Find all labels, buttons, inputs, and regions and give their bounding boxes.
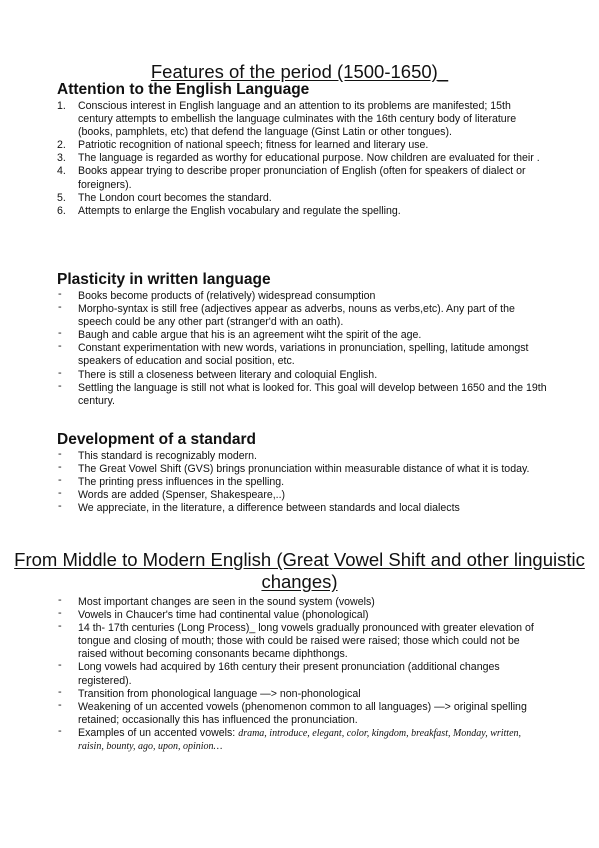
list-item-text: Most important changes are seen in the sound system (vowels) [78,596,375,608]
list-item [57,596,547,609]
list-item [57,205,547,218]
list-dash: - [58,487,62,500]
list-item-text: Vowels in Chaucer's time had continental value (phonological) [78,609,369,622]
list-item [57,450,547,463]
list-dash: - [58,500,62,513]
list-item [57,290,547,303]
list-item-text: Constant experimentation with new words, variations in pronunciation, spelling, latitude amongst speakers of education and social position, etc. [78,342,529,368]
plasticity-list [57,290,547,408]
list-item [57,366,547,382]
list-number: 5. [57,191,66,204]
list-number: 2. [57,139,66,152]
list-number: 4. [57,165,66,178]
list-item [57,661,547,687]
list-item-text: Books appear trying to describe proper pronunciation of English (often for speakers of dialect or foreigners). [78,165,526,191]
list-dash: - [58,379,62,392]
list-item-text: The London court becomes the standard. [78,191,272,204]
list-item [57,489,547,502]
list-dash: - [58,366,62,379]
section-heading-middle-to-modern: From Middle to Modern English (Great Vowel Shift and other linguistic changes) [14,549,585,592]
list-dash: - [58,594,62,606]
list-item-text: There is still a closeness between literary and coloquial English. [78,368,378,381]
list-dash: - [58,724,62,737]
list-dash: - [58,327,62,340]
list-item-text: Weakening of un accented vowels (phenomenon common to all languages) —> original spelling retained; occasionally this has influenced the pronunciation. [78,700,527,726]
attention-list [57,100,547,218]
list-item-text: The Great Vowel Shift (GVS) brings pronunciation within measurable distance of what it is today. [78,463,530,476]
list-dash: - [58,620,62,633]
list-item-text: Books become products of (relatively) widespread consumption [78,290,376,302]
examples-label: Examples of un accented vowels: [78,726,236,739]
list-item [57,379,547,408]
list-dash: - [58,288,62,300]
section-heading-attention: Attention to the English Language [57,81,310,98]
list-item-text: Words are added (Spenser, Shakespeare,..) [78,489,286,502]
middle-to-modern-list [57,596,547,753]
list-item [57,165,547,191]
list-item-text: 14 th- 17th centuries (Long Process)_ long vowels gradually pronounced with greater elevation of tongue and closing of mouth; those with could be raised were raised; those which could not be raised without becoming consonants became diphthongs. [78,622,534,661]
list-dash: - [58,685,62,698]
list-item-text: Attempts to enlarge the English vocabulary and regulate the spelling. [78,204,401,217]
list-item [57,476,547,489]
list-item-text: We appreciate, in the literature, a difference between standards and local dialects [78,502,460,515]
list-item [57,152,547,165]
list-item [57,463,547,476]
list-dash: - [58,659,62,672]
section-heading-standard: Development of a standard [57,431,256,448]
list-item [57,329,547,342]
list-item [57,502,547,515]
list-item-text: The printing press influences in the spelling. [78,476,285,489]
list-item-text: Settling the language is still not what is looked for. This goal will develop between 1650 and the 19th century. [78,381,547,407]
page-title: Features of the period (1500-1650)_ [150,61,449,82]
standard-list [57,450,547,515]
list-item-text: Patriotic recognition of national speech; fitness for learned and literary use. [78,139,429,152]
section-heading-plasticity: Plasticity in written language [57,271,271,288]
list-item [57,139,547,152]
list-number: 1. [57,100,66,112]
list-item [57,622,547,661]
list-item-examples [57,724,547,753]
list-dash: - [58,340,62,353]
list-item [57,342,547,368]
list-item-text: This standard is recognizably modern. [78,450,258,462]
list-dash: - [58,448,62,460]
list-item [57,192,547,205]
list-number: 6. [57,204,66,217]
list-item-text: Transition from phonological language —> non-phonological [78,687,361,700]
list-item [57,303,547,329]
list-dash: - [58,607,62,620]
list-item [57,100,547,139]
list-item-text: Baugh and cable argue that his is an agreement wiht the spirit of the age. [78,329,422,342]
list-dash: - [58,474,62,487]
list-item-text: Long vowels had acquired by 16th century their present pronunciation (additional changes registered). [78,661,500,687]
list-dash: - [58,461,62,474]
list-item [57,609,547,622]
list-item [57,698,547,727]
list-dash: - [58,301,62,314]
list-number: 3. [57,152,66,165]
list-item-text: The language is regarded as worthy for educational purpose. Now children are evaluated for their . [78,152,540,165]
list-dash: - [58,698,62,711]
examples-words: drama, introduce, elegant, color, kingdom, breakfast, Monday, written, raisin, bounty, ago, upon, opinion… [78,727,522,753]
list-item [57,685,547,701]
list-item-text: Morpho-syntax is still free (adjectives appear as adverbs, nouns as verbs,etc). Any part of the speech could be any other part (stranger'd with an oath). [78,303,515,329]
list-item-text: Conscious interest in English language and an attention to its problems are manifested; 15th century attempts to embellish the language culminates with the 16th century body of literature (books, pamphlets, etc) that defend the language (Ginst Latin or other tongues). [78,100,517,139]
